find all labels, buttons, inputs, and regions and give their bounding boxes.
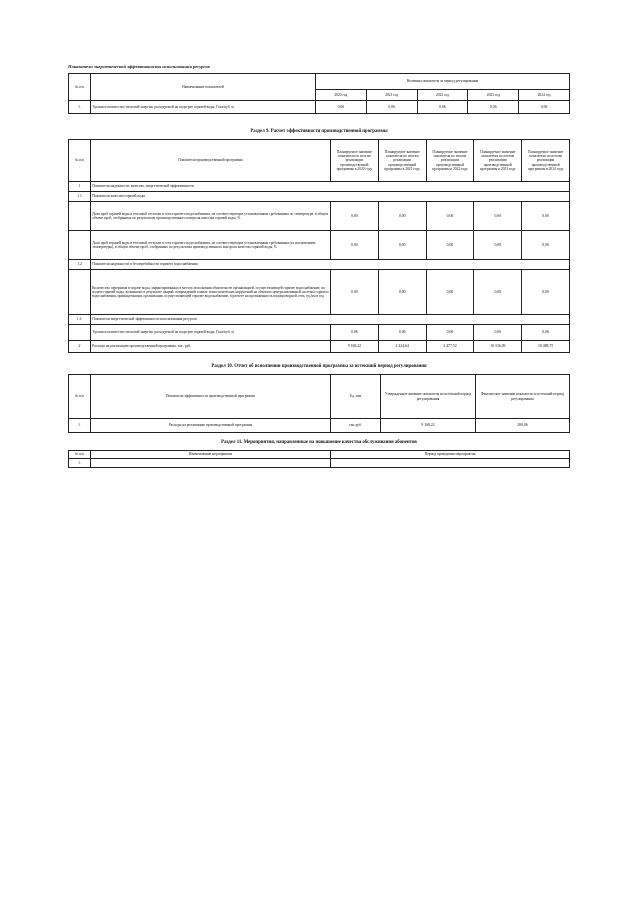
t4-col-num: № п/п — [69, 451, 91, 459]
t4-table-wrap — [68, 450, 570, 468]
cell-value: 0,06 — [426, 325, 474, 341]
cell-value: 0,06 — [331, 325, 379, 341]
table-row — [69, 231, 570, 260]
cell-value: 10 488,75 — [522, 341, 570, 353]
t1-col-name: Наименование показателей — [91, 74, 316, 101]
table-row — [69, 459, 570, 468]
row-name: Показатели энергетической эффективности использования ресурсов — [91, 315, 570, 325]
row-num: 1.1 — [69, 192, 91, 202]
cell-value: 0,06 — [522, 325, 570, 341]
row-num — [69, 325, 91, 341]
t3-col-name: Показатели эффективности производственной программы — [91, 375, 331, 419]
t2-col-head: Планируемое значение показателя по итогам реализации производственной программы в 2024 году — [522, 140, 570, 182]
table-row — [69, 419, 570, 433]
t3-col-num: № п/п — [69, 375, 91, 419]
cell-value: 0,00 — [378, 231, 426, 260]
t4-col-period: Период проведения мероприятия — [331, 451, 570, 459]
table-row — [69, 315, 570, 325]
t1-year: 2020 год — [316, 90, 367, 101]
t1-year: 2022 год — [417, 90, 468, 101]
cell-value: 0,00 — [378, 202, 426, 231]
row-period — [331, 459, 570, 468]
table-row — [69, 270, 570, 315]
t2-col-head: Планируемое значение показателя по итогам реализации производственной программы в 2020 году — [331, 140, 379, 182]
cell-value: 0,00 — [522, 202, 570, 231]
row-num: 1 — [69, 182, 91, 192]
row-name: Расходы на реализацию производственной программы, тыс. руб. — [91, 341, 331, 353]
t2-table-wrap — [68, 139, 570, 353]
cell-value: 0,06 — [316, 101, 367, 114]
t2-col-name: Показатели производственной программы — [91, 140, 331, 182]
cell-value: 0,00 — [378, 270, 426, 315]
cell-value: 0,06 — [474, 325, 522, 341]
row-name: Количество перерывов в подаче воды, зафиксированных в местах исполнения обязательств организацией, осуществляющей горячее водоснабжение, по подаче горячей воды, возникших в результате аварий, повреждений и иных технологических нарушений на объектах централизованной системы горячего водоснабжения, принадлежащих организации, осуществляющей горячее водоснабжение, в расчете на протяженность водопроводной сети, ед./км в год — [91, 270, 331, 315]
cell-value: 2 424,64 — [378, 341, 426, 353]
t1-caption: Показатели энергетической эффективности использования ресурсов — [68, 64, 210, 69]
energy-efficiency-table — [68, 73, 570, 114]
table-row — [69, 182, 570, 192]
row-name: Показатели надежности, качества, энергетической эффективности — [91, 182, 570, 192]
cell-value: 0,06 — [378, 325, 426, 341]
cell-value: 0,06 — [417, 101, 468, 114]
cell-value: 0,00 — [331, 202, 379, 231]
cell-value: 0,00 — [331, 231, 379, 260]
section-9-title: Раздел 9. Расчет эффективности производственной программы — [250, 129, 388, 134]
section-10-title: Раздел 10. Отчет об исполнении производственной программы за истекший период регулирования — [211, 364, 427, 369]
cell-value: 0,00 — [426, 270, 474, 315]
row-num: 1. — [69, 459, 91, 468]
service-measures-table — [68, 450, 570, 468]
row-unit: тыс.руб. — [331, 419, 381, 433]
row-num: 1.2 — [69, 260, 91, 270]
t2-col-head: Планируемое значение показателя по итогам реализации производственной программы в 2022 году — [426, 140, 474, 182]
table-row — [69, 325, 570, 341]
t1-col-values: Величина показателя за период регулирования — [316, 74, 570, 90]
cell-value: 2 477,52 — [426, 341, 474, 353]
row-name: Показатели надежности и бесперебойности горячего водоснабжения — [91, 260, 570, 270]
t1-year: 2023 год — [468, 90, 519, 101]
t3-table-wrap — [68, 374, 570, 433]
cell-value: 0,00 — [426, 202, 474, 231]
row-num: 1. — [69, 419, 91, 433]
program-report-table — [68, 374, 570, 433]
t1-year: 2021 год — [366, 90, 417, 101]
row-num: 1.3. — [69, 315, 91, 325]
cell-value: 10 336,09 — [474, 341, 522, 353]
t3-col-unit: Ед. изм — [331, 375, 381, 419]
row-name — [91, 459, 331, 468]
cell-value: 0,00 — [331, 270, 379, 315]
t1-table-wrap — [68, 73, 570, 114]
row-name: Удельное количество тепловой энергии, расходуемой на подогрев горячей воды, Гкал/куб. м — [91, 101, 316, 114]
table-row — [69, 101, 570, 114]
row-num: 2 — [69, 341, 91, 353]
t1-year: 2024 год — [519, 90, 570, 101]
table-row — [69, 192, 570, 202]
row-name: Доля проб горячей воды в тепловой сети или в сети горячего водоснабжения, не соответствующих установленным требованиям (за исключением температуры), в общем объеме проб, отобранных по результатам производственного контроля качества горячей воды, % — [91, 231, 331, 260]
t4-col-name: Наименование мероприятия — [91, 451, 331, 459]
t3-col-planned: Утвержденное значение показателя на истекший период регулирования — [381, 375, 476, 419]
t2-col-num: № п/п — [69, 140, 91, 182]
cell-value: 0,00 — [474, 202, 522, 231]
row-num: 1. — [69, 101, 91, 114]
cell-value: 0,00 — [474, 270, 522, 315]
t2-col-head: Планируемое значение показателя по итогам реализации производственной программы в 2021 году — [378, 140, 426, 182]
row-planned: 9 168,22 — [381, 419, 476, 433]
row-name: Расходы на реализацию производственной программы — [91, 419, 331, 433]
cell-value: 0,06 — [366, 101, 417, 114]
t1-col-num: № п/п — [69, 74, 91, 101]
table-row — [69, 202, 570, 231]
cell-value: 0,06 — [519, 101, 570, 114]
row-name: Доля проб горячей воды в тепловой сети или в сети горячего водоснабжения, не соответствующих установленным требованиям по температуре, в общем объеме проб, отобранных по результатам производственного контроля качества горячей воды, % — [91, 202, 331, 231]
section-11-title: Раздел 11. Мероприятия, направленные на повышение качества обслуживания абонентов — [221, 440, 417, 445]
row-num — [69, 202, 91, 231]
cell-value: 0,00 — [474, 231, 522, 260]
row-actual: 200,06 — [476, 419, 570, 433]
row-name: Удельное количество тепловой энергии, расходуемой на подогрев горячей воды, Гкал/куб. м — [91, 325, 331, 341]
cell-value: 0,00 — [522, 231, 570, 260]
cell-value: 9 168,22 — [331, 341, 379, 353]
row-num — [69, 231, 91, 260]
t2-col-head: Планируемое значение показателя по итогам реализации производственной программы в 2023 году — [474, 140, 522, 182]
cell-value: 0,06 — [468, 101, 519, 114]
t3-col-actual: Фактическое значение показателя за истекший период регулирования — [476, 375, 570, 419]
row-name: Показатели качества горячей воды — [91, 192, 570, 202]
row-num — [69, 270, 91, 315]
table-row — [69, 341, 570, 353]
table-row — [69, 260, 570, 270]
efficiency-calculation-table — [68, 139, 570, 353]
cell-value: 0,00 — [522, 270, 570, 315]
cell-value: 0,00 — [426, 231, 474, 260]
